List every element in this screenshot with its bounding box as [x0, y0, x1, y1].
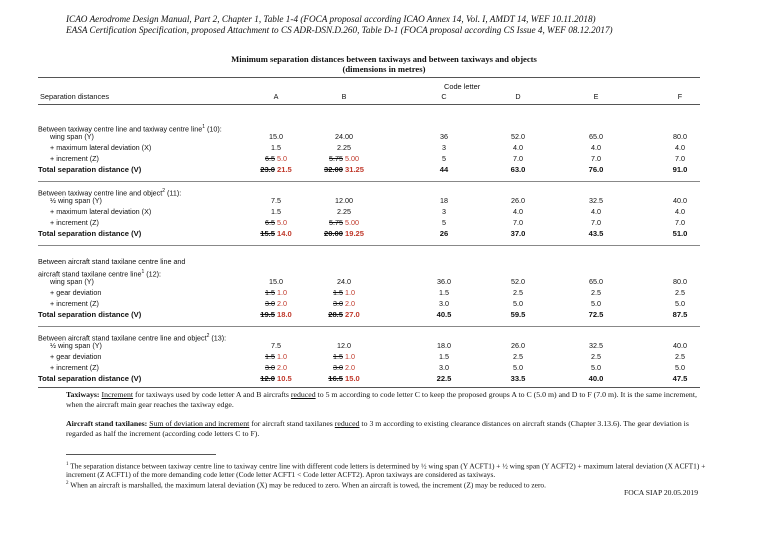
deleted-value: 1.5 — [333, 352, 343, 361]
deleted-value: 20.00 — [323, 229, 343, 238]
table-cell — [314, 218, 374, 228]
revised-value: 14.0 — [277, 229, 292, 238]
row-label: + maximum lateral deviation (X) — [50, 207, 152, 216]
table-bottom-rule — [38, 387, 700, 388]
row-label: + gear deviation — [50, 352, 102, 361]
table-cell: 40.0 — [588, 374, 604, 383]
deleted-value: 32.00 — [323, 165, 343, 174]
deleted-value: 15.5 — [260, 229, 275, 238]
table-cell: 51.0 — [672, 229, 688, 238]
section-heading-ref: (11): — [165, 188, 182, 198]
table-cell: 3 — [442, 143, 446, 152]
deleted-value: 6.5 — [265, 154, 275, 163]
section-heading — [38, 257, 185, 267]
revised-value: 1.0 — [277, 288, 287, 297]
deleted-value: 3.0 — [333, 363, 343, 372]
footnote-1 — [66, 460, 706, 479]
row-label: ½ wing span (Y) — [50, 341, 102, 350]
table-cell: 26.0 — [511, 341, 525, 350]
revised-value: 1.0 — [345, 352, 355, 361]
header-bottom-rule — [38, 104, 700, 105]
table-cell: 65.0 — [589, 277, 603, 286]
table-cell: 72.5 — [588, 310, 604, 319]
table-cell: 4.0 — [675, 207, 685, 216]
revised-value: 31.25 — [345, 165, 365, 174]
table-cell: 12.0 — [337, 341, 351, 350]
table-cell: 26 — [439, 229, 449, 238]
table-cell: 2.5 — [513, 352, 523, 361]
table-cell: 32.5 — [589, 196, 603, 205]
total-row-label: Total separation distance (V) — [38, 229, 142, 238]
column-header-e: E — [593, 92, 599, 101]
section-heading-text: Between taxiway centre line and object — [38, 188, 163, 198]
table-cell: 15.0 — [269, 277, 283, 286]
revised-value: 5.00 — [345, 154, 359, 163]
row-label: + increment (Z) — [50, 363, 99, 372]
footnote-separator — [66, 454, 216, 455]
table-cell: 26.0 — [511, 196, 525, 205]
section-divider — [38, 245, 700, 246]
note-taxiways — [66, 390, 706, 409]
section-heading-footnote-mark: 1 — [141, 269, 145, 275]
note-stands-keyword-1: Sum of deviation and increment — [149, 419, 250, 428]
revised-value: 15.0 — [345, 374, 360, 383]
table-cell: 1.5 — [439, 352, 449, 361]
table-cell: 36 — [440, 132, 448, 141]
table-cell: 7.5 — [271, 341, 281, 350]
table-cell: 5.0 — [675, 363, 685, 372]
table-cell — [314, 288, 374, 298]
section-divider — [38, 326, 700, 327]
table-cell: 7.0 — [591, 154, 601, 163]
table-cell: 2.5 — [675, 352, 685, 361]
table-cell: 1.5 — [271, 143, 281, 152]
table-cell: 4.0 — [591, 143, 601, 152]
deleted-value: 5.75 — [329, 154, 343, 163]
row-label: + increment (Z) — [50, 154, 99, 163]
table-cell: 7.0 — [513, 154, 523, 163]
table-cell: 2.5 — [513, 288, 523, 297]
revised-value: 18.0 — [277, 310, 292, 319]
table-cell: 5.0 — [675, 299, 685, 308]
table-cell — [314, 352, 374, 362]
table-cell: 5.0 — [513, 299, 523, 308]
deleted-value: 3.0 — [265, 299, 275, 308]
table-cell: 24.0 — [337, 277, 351, 286]
section-heading-ref: (13): — [209, 333, 227, 343]
table-cell: 36.0 — [437, 277, 451, 286]
table-cell: 91.0 — [672, 165, 688, 174]
table-cell: 3 — [442, 207, 446, 216]
section-heading-footnote-mark: 2 — [162, 188, 166, 194]
table-cell: 3.0 — [439, 363, 449, 372]
revised-value: 5.00 — [345, 218, 359, 227]
table-cell: 5.0 — [591, 363, 601, 372]
section-divider — [38, 181, 700, 182]
table-cell — [314, 229, 374, 239]
table-cell — [246, 374, 306, 384]
deleted-value: 1.5 — [265, 288, 275, 297]
table-cell: 32.5 — [589, 341, 603, 350]
title-line-2: (dimensions in metres) — [342, 64, 426, 74]
note-taxiways-keyword-2: reduced — [290, 390, 316, 399]
table-cell: 2.5 — [591, 352, 601, 361]
section-heading-ref: (10): — [205, 124, 222, 134]
table-cell: 18.0 — [437, 341, 451, 350]
deleted-value: 1.5 — [265, 352, 275, 361]
table-cell: 33.5 — [510, 374, 526, 383]
section-heading-text: Between aircraft stand taxilane centre line and object — [38, 333, 207, 343]
revised-value: 2.0 — [277, 363, 287, 372]
revised-value: 2.0 — [345, 363, 355, 372]
deleted-value: 3.0 — [265, 363, 275, 372]
row-label: ½ wing span (Y) — [50, 196, 102, 205]
table-cell — [246, 218, 306, 228]
code-letter-label: Code letter — [444, 82, 481, 91]
table-cell: 7.0 — [513, 218, 523, 227]
table-cell: 4.0 — [675, 143, 685, 152]
header-line-1: ICAO Aerodrome Design Manual, Part 2, Chapter 1, Table 1-4 (FOCA proposal according ICAO Annex 14, Vol. I, AMDT 14, WEF 10.11.2018) — [66, 14, 596, 24]
table-cell — [246, 165, 306, 175]
row-label: wing span (Y) — [50, 132, 94, 141]
deleted-value: 6.5 — [265, 218, 275, 227]
table-cell: 40.5 — [436, 310, 452, 319]
deleted-value: 1.5 — [333, 288, 343, 297]
column-header-d: D — [515, 92, 521, 101]
title-line-1: Minimum separation distances between taxiways and between taxiways and objects — [231, 54, 537, 64]
revised-value: 2.0 — [277, 299, 287, 308]
table-cell: 12.00 — [335, 196, 353, 205]
revised-value: 1.0 — [277, 352, 287, 361]
table-cell — [314, 154, 374, 164]
revised-value: 19.25 — [345, 229, 365, 238]
table-cell: 52.0 — [511, 277, 525, 286]
table-cell: 5.0 — [513, 363, 523, 372]
row-label: + maximum lateral deviation (X) — [50, 143, 152, 152]
table-cell: 40.0 — [673, 341, 687, 350]
table-top-rule — [38, 77, 700, 78]
table-cell — [246, 154, 306, 164]
table-cell: 2.5 — [675, 288, 685, 297]
table-cell — [246, 310, 306, 320]
table-cell: 2.25 — [337, 207, 351, 216]
table-cell: 65.0 — [589, 132, 603, 141]
table-cell: 3.0 — [439, 299, 449, 308]
table-cell — [246, 352, 306, 362]
table-cell: 7.0 — [675, 154, 685, 163]
revised-value: 5.0 — [277, 218, 287, 227]
column-header-c: C — [441, 92, 447, 101]
table-cell — [314, 165, 374, 175]
footnote-1-mark: 1 — [66, 462, 69, 467]
section-heading-text: aircraft stand taxilane centre line — [38, 269, 142, 279]
revised-value: 10.5 — [277, 374, 292, 383]
table-cell — [246, 299, 306, 309]
column-header-a: A — [273, 92, 279, 101]
row-label: + increment (Z) — [50, 299, 99, 308]
table-cell: 24.00 — [335, 132, 353, 141]
table-cell — [314, 299, 374, 309]
table-cell: 4.0 — [513, 143, 523, 152]
section-heading-text: Between aircraft stand taxilane centre line and — [38, 257, 186, 266]
note-stands-text-1: for aircraft stand taxilanes — [249, 419, 335, 428]
table-cell: 80.0 — [673, 277, 687, 286]
table-cell — [246, 288, 306, 298]
table-cell: 52.0 — [511, 132, 525, 141]
table-cell: 47.5 — [672, 374, 688, 383]
table-cell: 76.0 — [588, 165, 604, 174]
table-cell: 2.25 — [337, 143, 351, 152]
column-header-b: B — [341, 92, 347, 101]
table-cell — [246, 229, 306, 239]
deleted-value: 3.0 — [333, 299, 343, 308]
table-cell: 7.0 — [675, 218, 685, 227]
table-cell: 59.5 — [510, 310, 526, 319]
total-row-label: Total separation distance (V) — [38, 374, 142, 383]
revised-value: 21.5 — [277, 165, 292, 174]
section-heading-footnote-mark: 1 — [202, 124, 205, 130]
table-cell: 2.5 — [591, 288, 601, 297]
table-cell: 4.0 — [513, 207, 523, 216]
section-heading-text: Between taxiway centre line and taxiway centre line — [38, 124, 203, 134]
table-cell: 37.0 — [510, 229, 526, 238]
deleted-value: 12.0 — [260, 374, 275, 383]
table-cell — [246, 363, 306, 373]
revised-value: 2.0 — [345, 299, 355, 308]
section-heading-ref: (12): — [144, 269, 162, 279]
table-cell: 22.5 — [436, 374, 452, 383]
row-label: + increment (Z) — [50, 218, 99, 227]
table-cell: 15.0 — [269, 132, 283, 141]
deleted-value: 19.5 — [260, 310, 275, 319]
note-stands-label: Aircraft stand taxilanes: — [66, 419, 148, 428]
deleted-value: 23.0 — [260, 165, 275, 174]
note-stands-keyword-2: reduced — [334, 419, 360, 428]
section-heading-footnote-mark: 2 — [206, 333, 210, 339]
note-taxiways-keyword-1: Increment — [101, 390, 134, 399]
table-cell: 1.5 — [271, 207, 281, 216]
table-cell: 44 — [439, 165, 449, 174]
revised-value: 5.0 — [277, 154, 287, 163]
table-cell: 40.0 — [673, 196, 687, 205]
table-cell — [314, 374, 374, 384]
table-cell: 5.0 — [591, 299, 601, 308]
revised-value: 27.0 — [345, 310, 360, 319]
table-cell: 5 — [442, 154, 446, 163]
note-taxiways-text-1: for taxiways used by code letter A and B aircrafts — [133, 390, 291, 399]
row-label: wing span (Y) — [50, 277, 94, 286]
separation-distances-header: Separation distances — [40, 92, 110, 101]
table-cell: 80.0 — [673, 132, 687, 141]
table-cell: 87.5 — [672, 310, 688, 319]
row-label: + gear deviation — [50, 288, 102, 297]
table-cell: 43.5 — [588, 229, 604, 238]
deleted-value: 5.75 — [329, 218, 343, 227]
deleted-value: 16.5 — [328, 374, 343, 383]
footnote-2-text: When an aircraft is marshalled, the maximum lateral deviation (X) may be reduced to zero. When an aircraft is towed, the increment (Z) may be reduced to zero. — [70, 480, 546, 490]
table-cell: 5 — [442, 218, 446, 227]
table-cell: 7.5 — [271, 196, 281, 205]
table-cell: 63.0 — [510, 165, 526, 174]
table-cell — [314, 310, 374, 320]
table-title — [0, 54, 768, 74]
document-header — [66, 14, 613, 36]
revised-value: 1.0 — [345, 288, 355, 297]
column-header-f: F — [677, 92, 683, 101]
footnote-2-mark: 2 — [66, 481, 69, 486]
note-aircraft-stands — [66, 419, 706, 438]
note-taxiways-text-2: to 5 m according to code letter C to keep the proposed groups A to C (5.0 m) and D to F (7.0 m). It is the same increment, when the aircraft main gear reaches the taxiway edge. — [66, 390, 697, 409]
note-taxiways-label: Taxiways: — [66, 390, 100, 399]
total-row-label: Total separation distance (V) — [38, 310, 142, 319]
deleted-value: 28.5 — [328, 310, 343, 319]
table-cell: 18 — [440, 196, 448, 205]
table-cell — [314, 363, 374, 373]
table-cell: 1.5 — [439, 288, 449, 297]
footnote-2 — [66, 479, 706, 489]
footnote-1-text: The separation distance between taxiway centre line to taxiway centre line with different code letters is determined by ½ wing span (Y ACFT1) + ½ wing span (Y ACFT2) + maximum lateral deviation (X ACFT1) + increment (Z ACFT1) of the more demanding code letter (Code letter ACFT1 < Code letter ACFT2). Apron taxiways are considered as taxiways. — [66, 461, 706, 480]
table-cell: 7.0 — [591, 218, 601, 227]
table-cell: 4.0 — [591, 207, 601, 216]
foca-stamp: FOCA SIAP 20.05.2019 — [624, 488, 698, 497]
note-stands-text-2: to 3 m according to existing clearance distances on aircraft stands (Chapter 3.13.6). The gear deviation is regarded as half the increment (according code letters C to F). — [66, 419, 689, 438]
total-row-label: Total separation distance (V) — [38, 165, 142, 174]
header-line-2: EASA Certification Specification, proposed Attachment to CS ADR-DSN.D.260, Table D-1 (FOCA proposal according CS Issue 4, WEF 08.12.2017) — [66, 25, 613, 35]
